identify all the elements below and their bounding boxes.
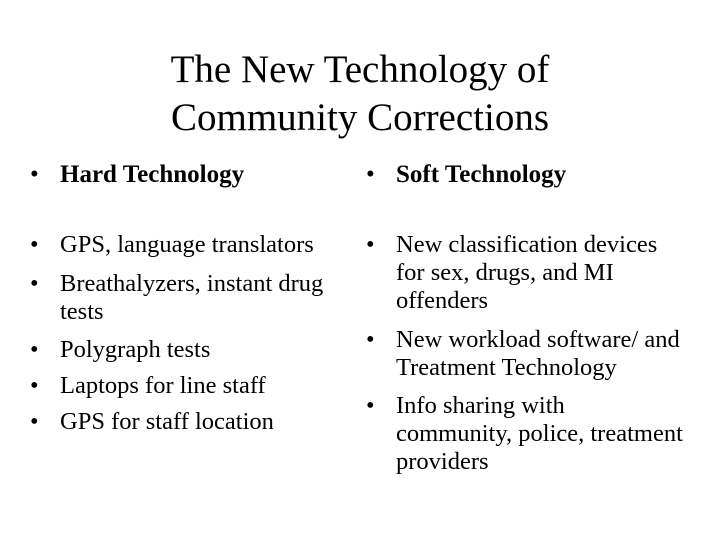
list-item-text: Breathalyzers, instant drug tests	[60, 269, 324, 325]
list-item-text: GPS, language translators	[60, 231, 314, 258]
title-line-1: The New Technology of	[170, 48, 550, 91]
list-item	[30, 408, 340, 436]
list-item-line: Info sharing with	[396, 392, 565, 419]
list-item-line: and MI offenders	[396, 259, 614, 314]
list-item-text	[396, 231, 657, 314]
bullet-icon: •	[366, 231, 375, 258]
bullet-icon: •	[30, 161, 39, 188]
list-item-text	[396, 392, 683, 475]
list-item-line: treatment providers	[396, 420, 683, 475]
bullet-icon: •	[30, 269, 39, 297]
soft-technology-list	[366, 231, 686, 487]
list-item-text: Laptops for line staff	[60, 372, 266, 399]
list-item	[30, 336, 340, 364]
bullet-icon: •	[30, 408, 39, 435]
list-item-text	[396, 326, 680, 381]
list-item-line: devices for sex, drugs,	[396, 231, 658, 286]
list-item-line: software/ and	[547, 325, 680, 353]
list-item-line: community, police,	[396, 420, 585, 447]
list-item	[366, 392, 686, 476]
list-item	[30, 231, 340, 259]
bullet-icon: •	[30, 336, 39, 363]
list-item-line: New classification	[396, 231, 578, 258]
title-line-2: Community Corrections	[170, 96, 550, 139]
list-item	[30, 270, 340, 326]
bullet-icon: •	[366, 392, 375, 419]
list-item-line: New workload	[396, 325, 541, 353]
bullet-icon: •	[30, 372, 39, 399]
bullet-icon: •	[366, 161, 375, 188]
list-item-line: Treatment Technology	[396, 353, 617, 381]
list-item	[30, 372, 340, 400]
bullet-icon: •	[366, 325, 375, 353]
list-item	[366, 326, 686, 382]
list-item-text: GPS for staff location	[60, 408, 274, 435]
hard-technology-list	[30, 231, 340, 447]
hard-technology-label: Hard Technology	[60, 161, 245, 188]
slide-title	[0, 46, 720, 142]
bullet-icon: •	[30, 231, 39, 258]
list-item-text: Polygraph tests	[60, 336, 211, 363]
list-item	[366, 231, 686, 315]
soft-technology-label: Soft Technology	[396, 161, 567, 188]
